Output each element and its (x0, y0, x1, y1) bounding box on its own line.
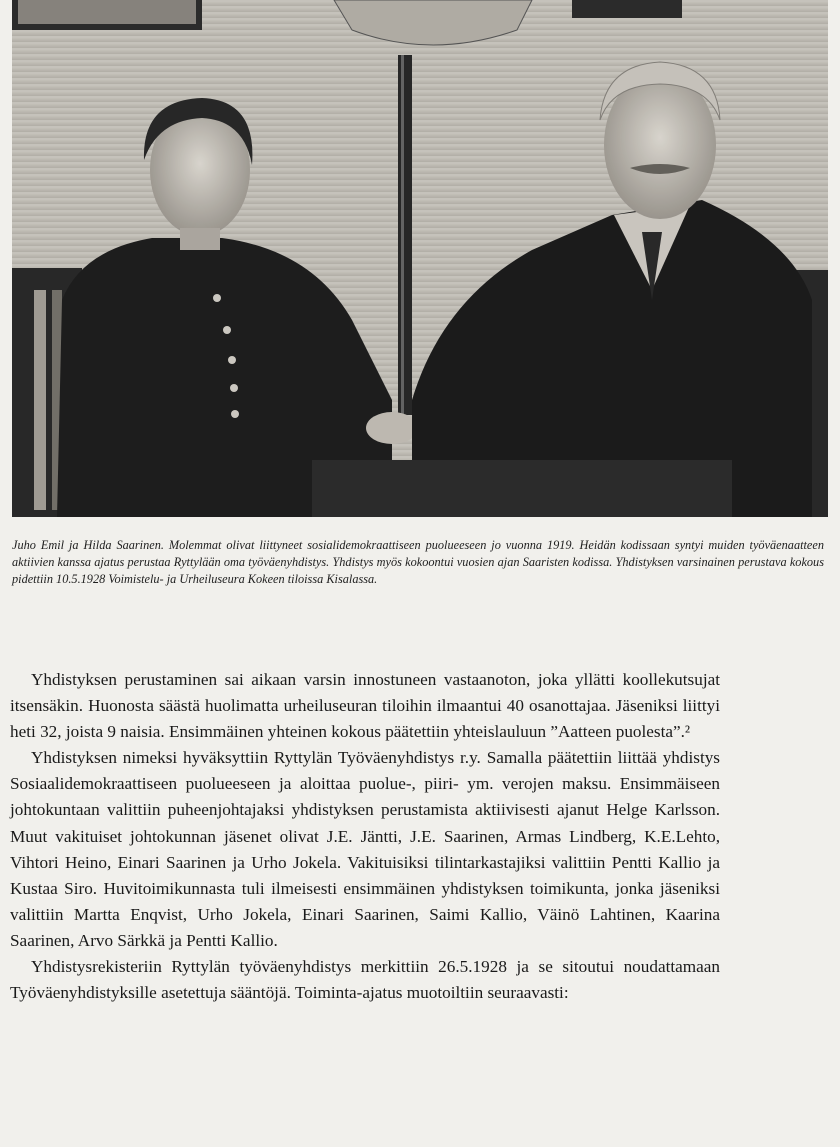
paragraph: Yhdistyksen perustaminen sai aikaan varsin innostuneen vastaanoton, joka yllätti koollekutsujat itsensäkin. Huonosta säästä huolimatta urheiluseuran tiloihin ilmaantui 40 osanottajaa. Jäseniksi liittyi heti 32, joista 9 naisia. Ensimmäinen yhteinen kokous päätettiin yhteislauluun ”Aatteen puolesta”.² (10, 670, 720, 742)
paragraph: Yhdistysrekisteriin Ryttylän työväenyhdistys merkittiin 26.5.1928 ja se sitoutui noudattamaan Työväenyhdistyksille asetettuja sääntöjä. Toiminta-ajatus muotoiltiin seuraavasti: (10, 957, 720, 1003)
body-text (10, 667, 720, 1006)
paragraph: Yhdistyksen nimeksi hyväksyttiin Ryttylän Työväenyhdistys r.y. Samalla päätettiin liittää yhdistys Sosiaalidemokraattiseen puolueeseen ja aloittaa puolue-, piiri- ym. verojen maksu. Ensimmäiseen johtokuntaan valittiin puheenjohtajaksi yhdistyksen perustamista aktiivisesti ajanut Helge Karlsson. Muut vakituiset johtokunnan jäsenet olivat J.E. Jäntti, J.E. Saarinen, Armas Lindberg, K.E.Lehto, Vihtori Heino, Einari Saarinen ja Urho Jokela. Vakituisiksi tilintarkastajiksi valittiin Pentti Kallio ja Kustaa Siro. Huvitoimikunnasta tuli ilmeisesti ensimmäinen yhdistyksen toimikunta, jonka jäseniksi valittiin Martta Enqvist, Urho Jokela, Einari Saarinen, Saimi Kallio, Väinö Lahtinen, Kaarina Saarinen, Arvo Särkkä ja Pentti Kallio. (10, 748, 720, 950)
historical-photo (12, 0, 828, 517)
photo-of-couple-icon (12, 0, 828, 517)
photo-caption: Juho Emil ja Hilda Saarinen. Molemmat olivat liittyneet sosialidemokraattiseen puolueeseen jo vuonna 1919. Heidän kodissaan syntyi muiden työväenaatteen aktiivien kanssa ajatus perustaa Ryttylään oma työväenyhdistys. Yhdistys myös kokoontui vuosien ajan Saaristen kodissa. Yhdistyksen varsinainen perustava kokous pidettiin 10.5.1928 Voimistelu- ja Urheiluseura Kokeen tiloissa Kisalassa. (12, 538, 824, 587)
